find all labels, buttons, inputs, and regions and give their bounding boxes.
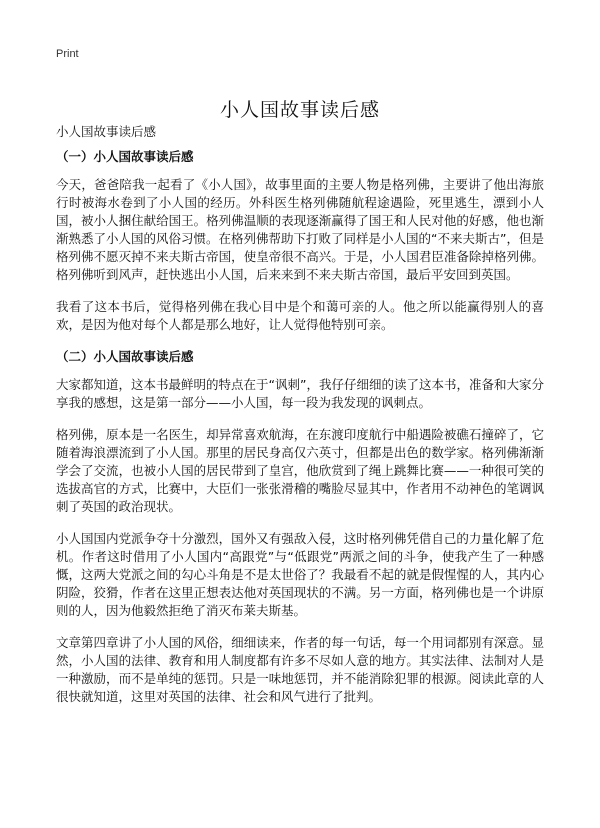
paragraph: 小人国国内党派争夺十分激烈，国外又有强敌入侵，这时格列佛凭借自己的力量化解了危机。作者这时借用了小人国内“高跟党”与“低跟党”两派之间的斗争，使我产生了一种感慨，这两大党派之间的勾心斗角是不是太世俗了？我最看不起的就是假惺惺的人，其内心阴险，狡猾，作者在这里正想表达他对英国现状的不满。另一方面，格列佛也是一个讲原则的人，因为他毅然拒绝了消灭布莱夫斯基。 — [56, 531, 544, 618]
page-title: 小人国故事读后感 — [219, 98, 380, 121]
section-heading: （二）小人国故事读后感 — [56, 349, 194, 364]
section-two — [56, 348, 544, 706]
paragraph: 格列佛，原本是一名医生，却异常喜欢航海，在东渡印度航行中船遇险被礁石撞碎了，它随着海浪漂流到了小人国。那里的居民身高仅六英寸，但都是出色的数学家。格列佛渐渐学会了交流，也被小人国的居民带到了皇宫，他欣赏到了绳上跳舞比赛——一种很可笑的选拔高官的方式，比赛中，大臣们一张张滑稽的嘴脸尽显其中，作者用不动神色的笔调讽刺了英国的政治现状。 — [56, 427, 544, 514]
paragraph: 文章第四章讲了小人国的风俗，细细读来，作者的每一句话，每一个用词都别有深意。显然，小人国的法律、教育和用人制度都有许多不尽如人意的地方。其实法律、法制对人是一种激励，而不是单纯的惩罚。只是一味地惩罚，并不能消除犯罪的根源。阅读此章的人很快就知道，这里对英国的法律、社会和风气进行了批判。 — [56, 635, 544, 704]
document-body — [56, 148, 544, 720]
section-heading: （一）小人国故事读后感 — [56, 149, 194, 164]
print-label: Print — [56, 48, 79, 60]
paragraph: 大家都知道，这本书最鲜明的特点在于“讽刺”，我仔仔细细的读了这本书，准备和大家分享我的感想，这是第一部分——小人国，每一段为我发现的讽刺点。 — [56, 377, 544, 410]
section-one — [56, 148, 544, 334]
paragraph: 今天，爸爸陪我一起看了《小人国》，故事里面的主要人物是格列佛，主要讲了他出海旅行时被海水卷到了小人国的经历。外科医生格列佛随航程途遇险，死里逃生，漂到小人国，被小人捆住献给国王。格列佛温顺的表现逐渐赢得了国王和人民对他的好感，他也渐渐熟悉了小人国的风俗习惯。在格列佛帮助下打败了同样是小人国的“不来夫斯古”，但是格列佛不愿灭掉不来夫斯古帝国，使皇帝很不高兴。于是，小人国君臣准备除掉格列佛。格列佛听到风声，赶快逃出小人国，后来来到不来夫斯古帝国，最后平安回到英国。 — [56, 177, 544, 282]
document-subtitle: 小人国故事读后感 — [56, 124, 157, 139]
paragraph: 我看了这本书后，觉得格列佛在我心目中是个和蔼可亲的人。他之所以能赢得别人的喜欢，是因为他对每个人都是那么地好，让人觉得他特别可亲。 — [56, 299, 544, 332]
